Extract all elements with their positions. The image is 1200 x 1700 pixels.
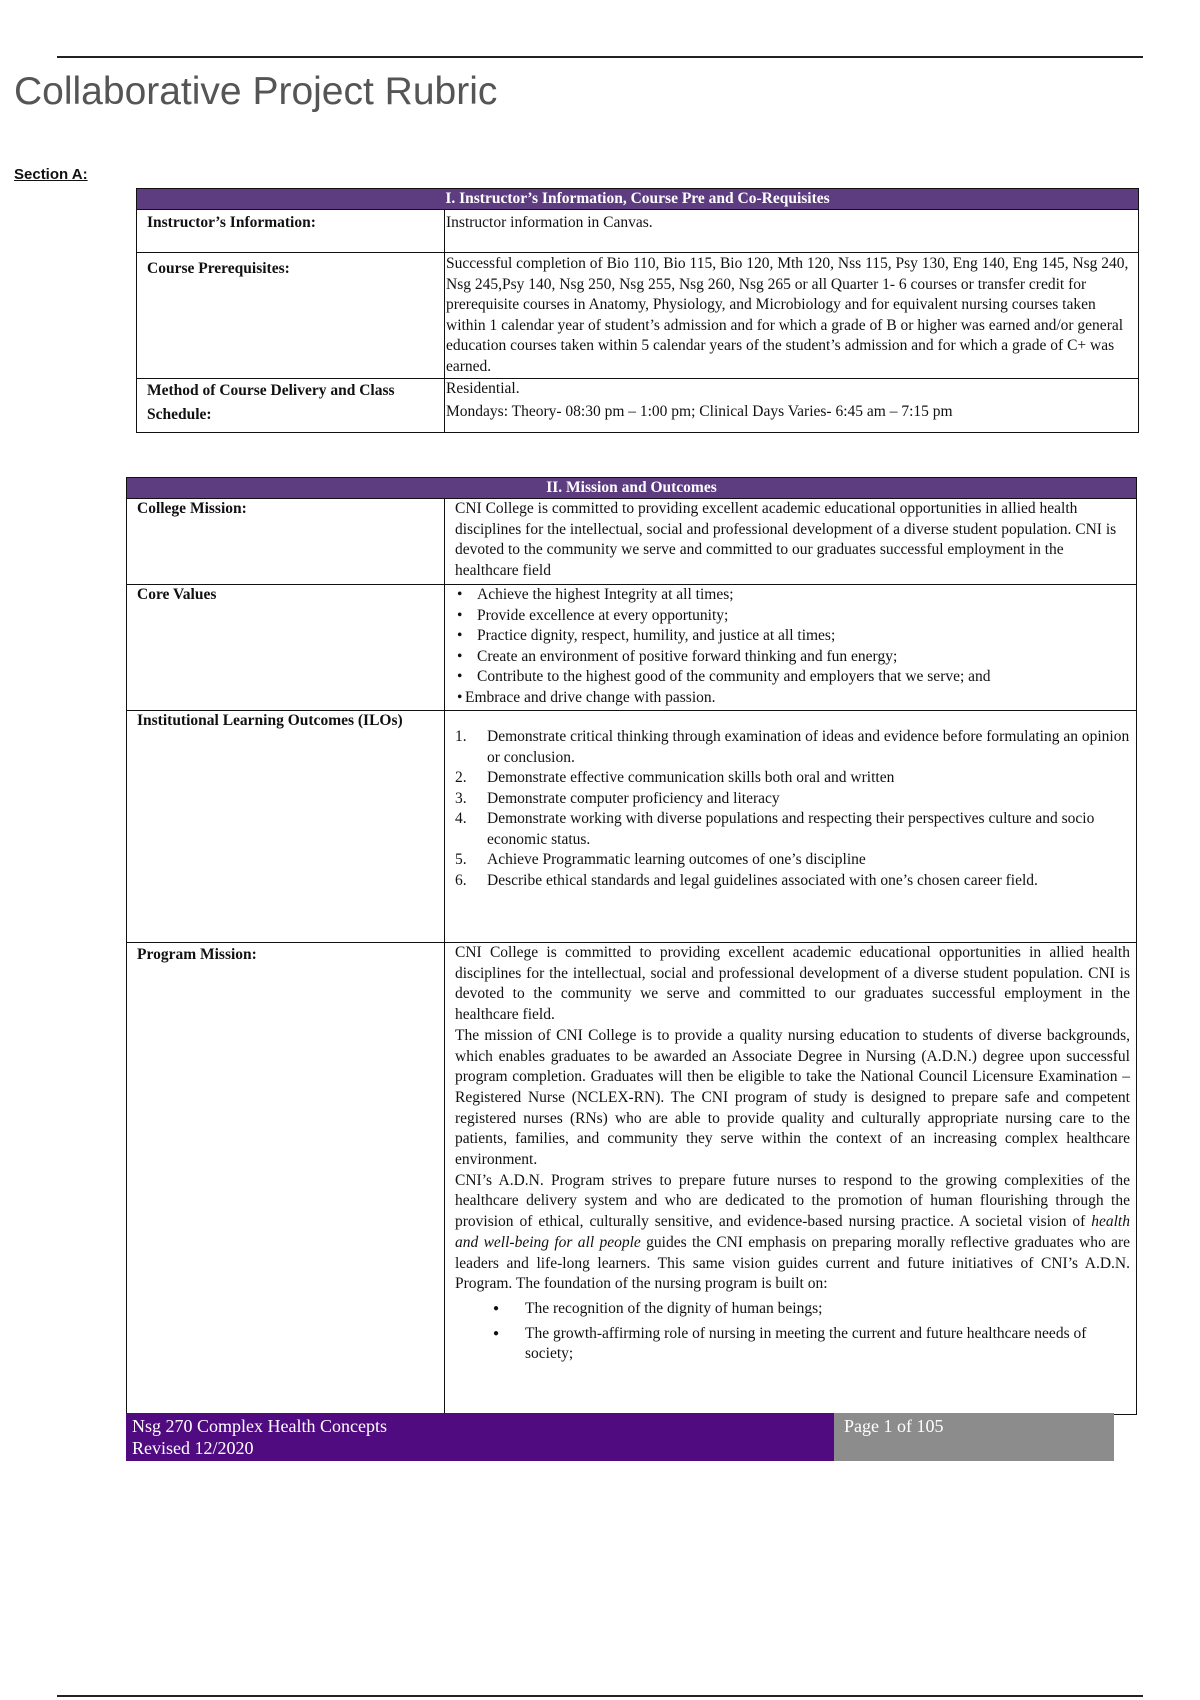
delivery-mode: Residential. bbox=[446, 380, 520, 397]
table1-header: I. Instructor’s Information, Course Pre and Co-Requisites bbox=[137, 189, 1139, 210]
list-item: • Create an environment of positive forward thinking and fun energy; bbox=[445, 647, 1130, 668]
core-values-list bbox=[445, 585, 1130, 708]
table-row bbox=[137, 210, 1139, 253]
program-mission-paragraph bbox=[455, 1171, 1130, 1295]
list-item bbox=[455, 871, 1130, 892]
list-number: 6. bbox=[455, 871, 467, 889]
ilos-label: Institutional Learning Outcomes (ILOs) bbox=[127, 711, 445, 943]
list-item: • Practice dignity, respect, humility, and justice at all times; bbox=[445, 626, 1130, 647]
table-row bbox=[127, 711, 1137, 943]
list-text: Demonstrate computer proficiency and literacy bbox=[487, 789, 780, 807]
paragraph-text: CNI’s A.D.N. Program strives to prepare future nurses to respond to the growing complexities of the healthcare delivery system and who are dedicated to the promotion of human flourishing through the provision of ethical, culturally sensitive, and evidence-based nursing practice. A societal vision of bbox=[455, 1171, 1130, 1231]
instructor-info-label: Instructor’s Information: bbox=[137, 210, 445, 253]
footer-course-name: Nsg 270 Complex Health Concepts bbox=[132, 1416, 387, 1436]
list-item: ● The growth-affirming role of nursing in meeting the current and future healthcare needs of society; bbox=[455, 1324, 1130, 1365]
list-number: 4. bbox=[455, 810, 467, 827]
table-row bbox=[137, 253, 1139, 379]
core-values-cell bbox=[445, 585, 1137, 711]
list-number: 2. bbox=[455, 769, 467, 786]
list-item: ● The recognition of the dignity of human beings; bbox=[455, 1299, 1130, 1320]
table-row bbox=[127, 943, 1137, 1415]
program-mission-paragraph: CNI College is committed to providing excellent academic educational opportunities in allied health disciplines for the intellectual, social and professional development of a diverse student population. CNI is devoted to the community we serve and committed to our graduates successful employment in the healthcare field. bbox=[455, 944, 1130, 1024]
program-mission-cell bbox=[445, 943, 1137, 1415]
table-row bbox=[127, 585, 1137, 711]
list-number: 3. bbox=[455, 789, 467, 807]
list-text: Achieve Programmatic learning outcomes of one’s discipline bbox=[487, 851, 866, 868]
list-item bbox=[455, 850, 1130, 871]
table-row bbox=[137, 379, 1139, 433]
list-text: Demonstrate working with diverse populations and respecting their perspectives culture and socio economic status. bbox=[487, 810, 1095, 848]
course-delivery-label: Method of Course Delivery and Class Schedule: bbox=[137, 379, 445, 433]
course-prerequisites-value: Successful completion of Bio 110, Bio 115, Bio 120, Mth 120, Nss 115, Psy 130, Eng 140, Eng 145, Nsg 240, Nsg 245,Psy 140, Nsg 250, Nsg 255, Nsg 260, Nsg 265 or all Quarter 1- 6 courses or transfer credit for prerequisite courses in Anatomy, Physiology, and Microbiology and for equivalent nursing courses taken within 1 calendar year of student’s admission and for which a grade of B or higher was earned and/or general education courses taken within 5 calendar years of the student’s admission and for which a grade of C+ was earned. bbox=[445, 253, 1139, 379]
list-number: 5. bbox=[455, 851, 467, 868]
mission-outcomes-table bbox=[126, 477, 1137, 1415]
instructor-info-table bbox=[136, 188, 1139, 433]
college-mission-label: College Mission: bbox=[127, 499, 445, 585]
list-item: • Provide excellence at every opportunity; bbox=[445, 606, 1130, 627]
class-schedule: Mondays: Theory- 08:30 pm – 1:00 pm; Clinical Days Varies- 6:45 am – 7:15 pm bbox=[446, 403, 953, 420]
list-text: Demonstrate critical thinking through examination of ideas and evidence before formulating an opinion or conclusion. bbox=[487, 728, 1130, 766]
footer-revised-date: Revised 12/2020 bbox=[132, 1438, 254, 1458]
college-mission-text: CNI College is committed to providing excellent academic educational opportunities in allied health disciplines for the intellectual, social and professional development of a diverse student population. CNI is devoted to the community we serve and committed to our graduates successful employment in the healthcare field bbox=[445, 499, 1137, 585]
italic-phrase: health and well-being for all people bbox=[455, 1213, 1130, 1251]
list-text: Describe ethical standards and legal guidelines associated with one’s chosen career field. bbox=[487, 871, 1038, 889]
page-title: Collaborative Project Rubric bbox=[14, 70, 498, 113]
program-mission-paragraph: The mission of CNI College is to provide a quality nursing education to students of diverse backgrounds, which enables graduates to be awarded an Associate Degree in Nursing (A.D.N.) degree upon successful program completion. Graduates will then be eligible to take the National Council Licensure Examination – Registered Nurse (NCLEX-RN). The CNI program of study is designed to prepare safe and competent registered nurses (RNs) who are able to provide quality and culturally appropriate nursing care to the patients, families, and community they serve within the context of an increasing complex healthcare environment. bbox=[455, 1026, 1130, 1169]
ilos-list bbox=[455, 727, 1130, 891]
list-item: • Contribute to the highest good of the community and employers that we serve; and bbox=[445, 667, 1130, 688]
core-values-label: Core Values bbox=[127, 585, 445, 711]
list-item bbox=[455, 727, 1130, 768]
list-item: • Embrace and drive change with passion. bbox=[445, 688, 1130, 709]
footer-page-number: Page 1 of 105 bbox=[834, 1413, 1114, 1461]
list-item bbox=[455, 809, 1130, 850]
course-prerequisites-label: Course Prerequisites: bbox=[137, 253, 445, 379]
instructor-info-value: Instructor information in Canvas. bbox=[445, 210, 1139, 253]
footer-course-info bbox=[126, 1413, 834, 1461]
paragraph-text: guides the CNI emphasis on preparing morally reflective graduates who are leaders and life-long learners. This same vision guides current and future initiatives of CNI’s A.D.N. Program. The foundation of the nursing program is built on: bbox=[455, 1233, 1130, 1293]
ilos-cell bbox=[445, 711, 1137, 943]
list-number: 1. bbox=[455, 728, 467, 745]
top-rule bbox=[57, 56, 1143, 58]
table-row bbox=[127, 499, 1137, 585]
table2-header: II. Mission and Outcomes bbox=[127, 478, 1137, 499]
list-text: Demonstrate effective communication skills both oral and written bbox=[487, 769, 895, 786]
list-item bbox=[455, 768, 1130, 789]
course-delivery-value bbox=[445, 379, 1139, 433]
section-label: Section A: bbox=[14, 166, 88, 183]
bottom-rule bbox=[57, 1695, 1143, 1697]
list-item bbox=[455, 789, 1130, 810]
program-mission-label: Program Mission: bbox=[127, 943, 445, 1415]
foundation-list bbox=[455, 1299, 1130, 1365]
list-item: • Achieve the highest Integrity at all times; bbox=[445, 585, 1130, 606]
